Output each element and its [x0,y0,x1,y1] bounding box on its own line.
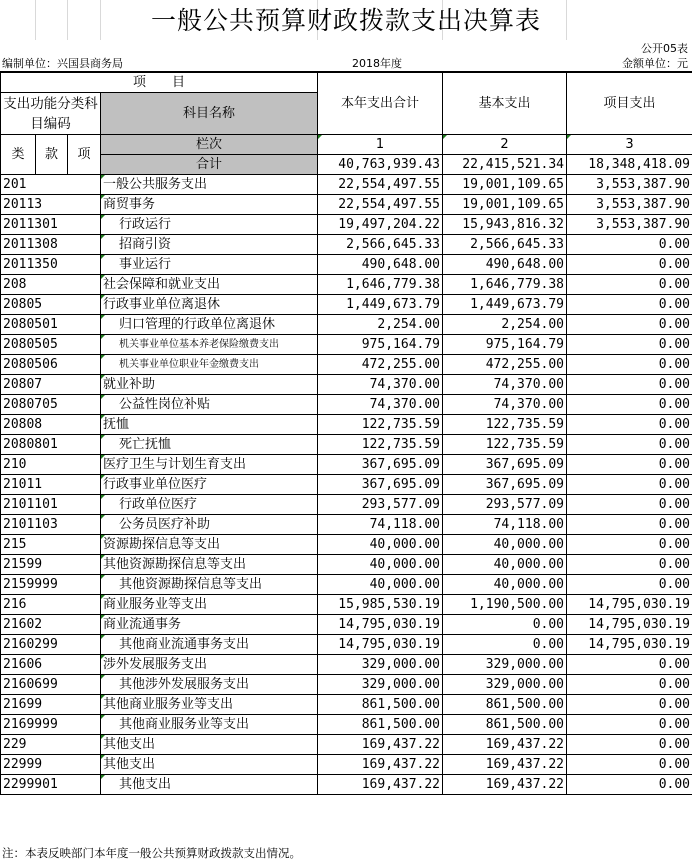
total-amount: 490,648.00 [318,255,443,275]
table-row [1,195,692,215]
unit-name: 编制单位：兴国县商务局 [2,57,123,70]
subject-code: 208 [1,275,101,295]
subject-name: 死亡抚恤 [101,435,318,455]
subject-name: 一般公共服务支出 [101,175,318,195]
subject-code: 2160299 [1,635,101,655]
project-amount: 0.00 [567,775,692,795]
subject-code: 2080705 [1,395,101,415]
total-amount: 169,437.22 [318,755,443,775]
basic-amount: 329,000.00 [443,675,567,695]
subject-name: 其他商业服务业等支出 [101,695,318,715]
basic-amount: 74,370.00 [443,395,567,415]
basic-amount: 472,255.00 [443,355,567,375]
header-kuan: 款 [36,135,68,175]
subject-name: 行政单位医疗 [101,495,318,515]
total-amount: 367,695.09 [318,455,443,475]
project-amount: 0.00 [567,735,692,755]
total-amount: 1,646,779.38 [318,275,443,295]
table-row [1,175,692,195]
project-amount: 0.00 [567,415,692,435]
total-amount: 15,985,530.19 [318,595,443,615]
subject-code: 21699 [1,695,101,715]
subject-code: 20113 [1,195,101,215]
basic-amount: 169,437.22 [443,775,567,795]
table-row [1,535,692,555]
table-row [1,495,692,515]
subject-code: 201 [1,175,101,195]
subject-code: 21011 [1,475,101,495]
subject-name: 归口管理的行政单位离退休 [101,315,318,335]
header-func-code: 支出功能分类科目编码 [1,93,101,135]
total-amount: 861,500.00 [318,695,443,715]
total-amount: 19,497,204.22 [318,215,443,235]
project-amount: 3,553,387.90 [567,175,692,195]
total-amount: 22,554,497.55 [318,175,443,195]
basic-amount: 2,254.00 [443,315,567,335]
table-row [1,655,692,675]
header-total-expense: 本年支出合计 [318,73,443,135]
table-row [1,515,692,535]
project-amount: 0.00 [567,555,692,575]
subject-name: 资源勘探信息等支出 [101,535,318,555]
subject-code: 215 [1,535,101,555]
basic-amount: 0.00 [443,615,567,635]
table-row [1,575,692,595]
table-row [1,755,692,775]
project-amount: 0.00 [567,575,692,595]
subject-code: 2080801 [1,435,101,455]
subject-name: 事业运行 [101,255,318,275]
header-col-index: 栏次 [101,135,318,155]
subject-name: 招商引资 [101,235,318,255]
project-amount: 0.00 [567,375,692,395]
table-row [1,735,692,755]
basic-amount: 1,449,673.79 [443,295,567,315]
total-amount: 861,500.00 [318,715,443,735]
basic-amount: 122,735.59 [443,415,567,435]
table-row [1,555,692,575]
basic-amount: 40,000.00 [443,555,567,575]
basic-amount: 74,118.00 [443,515,567,535]
subject-name: 抚恤 [101,415,318,435]
subject-name: 其他资源勘探信息等支出 [101,575,318,595]
basic-amount: 367,695.09 [443,475,567,495]
project-amount: 0.00 [567,355,692,375]
subject-name: 其他资源勘探信息等支出 [101,555,318,575]
total-amount: 472,255.00 [318,355,443,375]
total-amount: 122,735.59 [318,435,443,455]
basic-amount: 329,000.00 [443,655,567,675]
header-row [1,73,692,93]
subject-code: 20808 [1,415,101,435]
currency-unit: 金额单位：元 [622,57,688,70]
header-project-expense: 项目支出 [567,73,692,135]
table-row [1,395,692,415]
total-amount: 2,254.00 [318,315,443,335]
total-amount: 74,370.00 [318,375,443,395]
subject-code: 2101101 [1,495,101,515]
subject-code: 2101103 [1,515,101,535]
page-title: 一般公共预算财政拨款支出决算表 [150,6,541,35]
subject-code: 21606 [1,655,101,675]
project-amount: 0.00 [567,715,692,735]
table-row [1,635,692,655]
table-row [1,615,692,635]
project-amount: 0.00 [567,275,692,295]
project-amount: 0.00 [567,475,692,495]
basic-amount: 1,190,500.00 [443,595,567,615]
basic-amount: 0.00 [443,635,567,655]
project-amount: 0.00 [567,235,692,255]
total-amount: 74,370.00 [318,395,443,415]
basic-amount: 122,735.59 [443,435,567,455]
form-code-row [0,42,692,56]
col-number-3: 3 [567,135,692,155]
table-row [1,235,692,255]
total-basic: 22,415,521.34 [443,155,567,175]
project-amount: 3,553,387.90 [567,215,692,235]
total-amount: 293,577.09 [318,495,443,515]
project-amount: 0.00 [567,255,692,275]
subject-code: 2011301 [1,215,101,235]
total-amount: 329,000.00 [318,655,443,675]
total-amount: 74,118.00 [318,515,443,535]
basic-amount: 40,000.00 [443,575,567,595]
basic-amount: 975,164.79 [443,335,567,355]
subject-name: 公务员医疗补助 [101,515,318,535]
total-amount: 40,763,939.43 [318,155,443,175]
subject-code: 22999 [1,755,101,775]
basic-amount: 169,437.22 [443,755,567,775]
table-row [1,595,692,615]
project-amount: 0.00 [567,295,692,315]
subject-name: 公益性岗位补贴 [101,395,318,415]
subject-name: 医疗卫生与计划生育支出 [101,455,318,475]
project-amount: 0.00 [567,495,692,515]
total-project: 18,348,418.09 [567,155,692,175]
subject-name: 就业补助 [101,375,318,395]
subject-name: 机关事业单位基本养老保险缴费支出 [101,335,318,355]
basic-amount: 367,695.09 [443,455,567,475]
subject-name: 机关事业单位职业年金缴费支出 [101,355,318,375]
basic-amount: 861,500.00 [443,695,567,715]
col-number-1: 1 [318,135,443,155]
subject-name: 商业流通事务 [101,615,318,635]
total-amount: 14,795,030.19 [318,615,443,635]
subject-name: 其他支出 [101,755,318,775]
total-amount: 14,795,030.19 [318,635,443,655]
subject-code: 20807 [1,375,101,395]
table-row [1,255,692,275]
subject-name: 行政事业单位医疗 [101,475,318,495]
basic-amount: 19,001,109.65 [443,195,567,215]
total-amount: 367,695.09 [318,475,443,495]
subject-code: 2011350 [1,255,101,275]
subject-code: 21602 [1,615,101,635]
basic-amount: 15,943,816.32 [443,215,567,235]
subject-code: 229 [1,735,101,755]
table-row [1,295,692,315]
total-amount: 169,437.22 [318,735,443,755]
subject-name: 商业服务业等支出 [101,595,318,615]
total-amount: 40,000.00 [318,575,443,595]
table-row [1,315,692,335]
total-amount: 22,554,497.55 [318,195,443,215]
project-amount: 0.00 [567,435,692,455]
project-amount: 0.00 [567,535,692,555]
subject-code: 2169999 [1,715,101,735]
table-row [1,475,692,495]
project-amount: 0.00 [567,695,692,715]
header-lei: 类 [1,135,36,175]
subject-name: 行政事业单位离退休 [101,295,318,315]
total-row [1,155,692,175]
table-row [1,415,692,435]
total-amount: 1,449,673.79 [318,295,443,315]
table-row [1,695,692,715]
table-row [1,675,692,695]
subject-code: 2080505 [1,335,101,355]
project-amount: 0.00 [567,315,692,335]
subject-code: 210 [1,455,101,475]
total-amount: 122,735.59 [318,415,443,435]
subject-name: 商贸事务 [101,195,318,215]
footnote: 注：本表反映部门本年度一般公共预算财政拨款支出情况。 [2,846,301,860]
subject-code: 21599 [1,555,101,575]
project-amount: 0.00 [567,655,692,675]
basic-amount: 293,577.09 [443,495,567,515]
subject-name: 其他支出 [101,735,318,755]
basic-amount: 19,001,109.65 [443,175,567,195]
subject-name: 行政运行 [101,215,318,235]
subject-code: 2160699 [1,675,101,695]
total-amount: 40,000.00 [318,555,443,575]
table-row [1,215,692,235]
total-amount: 169,437.22 [318,775,443,795]
basic-amount: 74,370.00 [443,375,567,395]
col-number-2: 2 [443,135,567,155]
subject-code: 2080501 [1,315,101,335]
subject-code: 2080506 [1,355,101,375]
table-row [1,455,692,475]
project-amount: 0.00 [567,455,692,475]
basic-amount: 861,500.00 [443,715,567,735]
project-amount: 3,553,387.90 [567,195,692,215]
subject-name: 涉外发展服务支出 [101,655,318,675]
project-amount: 14,795,030.19 [567,635,692,655]
table-row [1,435,692,455]
table-row [1,355,692,375]
table-row [1,335,692,355]
subject-code: 216 [1,595,101,615]
total-amount: 2,566,645.33 [318,235,443,255]
project-amount: 14,795,030.19 [567,595,692,615]
table-row [1,275,692,295]
basic-amount: 169,437.22 [443,735,567,755]
subject-code: 2011308 [1,235,101,255]
col-index-row [1,135,692,155]
basic-amount: 1,646,779.38 [443,275,567,295]
basic-amount: 40,000.00 [443,535,567,555]
table-row [1,715,692,735]
expense-table [0,72,692,795]
total-label: 合计 [101,155,318,175]
form-code: 公开05表 [641,42,688,55]
project-amount: 14,795,030.19 [567,615,692,635]
subject-name: 其他支出 [101,775,318,795]
project-amount: 0.00 [567,675,692,695]
unit-row [0,57,692,71]
project-amount: 0.00 [567,335,692,355]
project-amount: 0.00 [567,395,692,415]
subject-name: 社会保障和就业支出 [101,275,318,295]
fiscal-year: 2018年度 [352,57,402,70]
header-subject-name: 科目名称 [101,93,318,135]
header-item: 项 目 [1,73,318,93]
table-row [1,775,692,795]
subject-name: 其他商业流通事务支出 [101,635,318,655]
project-amount: 0.00 [567,515,692,535]
total-amount: 329,000.00 [318,675,443,695]
table-row [1,375,692,395]
subject-name: 其他商业服务业等支出 [101,715,318,735]
project-amount: 0.00 [567,755,692,775]
header-xiang: 项 [68,135,101,175]
subject-name: 其他涉外发展服务支出 [101,675,318,695]
subject-code: 2299901 [1,775,101,795]
header-basic-expense: 基本支出 [443,73,567,135]
total-amount: 975,164.79 [318,335,443,355]
subject-code: 2159999 [1,575,101,595]
total-amount: 40,000.00 [318,535,443,555]
basic-amount: 2,566,645.33 [443,235,567,255]
basic-amount: 490,648.00 [443,255,567,275]
subject-code: 20805 [1,295,101,315]
